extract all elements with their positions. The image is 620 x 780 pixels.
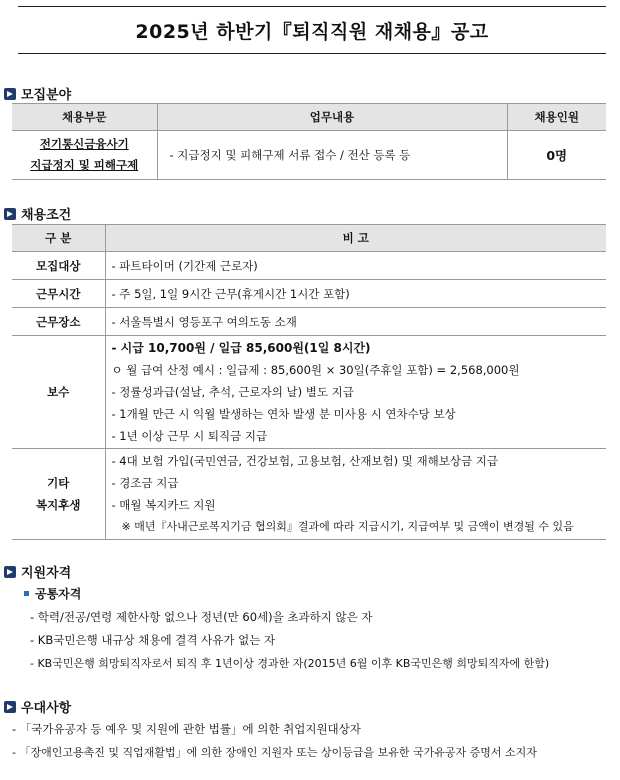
dept-line: 지급정지 및 피해구제 — [30, 158, 139, 172]
table-row-welfare — [12, 449, 606, 540]
section-heading: 모집분야 — [21, 88, 72, 103]
dept-cell — [12, 131, 157, 180]
arrow-box-icon — [4, 566, 16, 578]
table-header-row — [12, 104, 606, 131]
dept-line: 전기통신금융사기 — [39, 137, 129, 151]
table-row — [12, 252, 606, 280]
row-label — [12, 449, 105, 540]
qualification-line: - KB국민은행 희망퇴직자로서 퇴직 후 1년이상 경과한 자(2015년 6월 이후 KB국민은행 희망퇴직자에 한함) — [30, 657, 550, 670]
row-label: 근무시간 — [12, 280, 105, 308]
welfare-label: 복지후생 — [36, 498, 81, 512]
table-row — [12, 280, 606, 308]
table-row-pay — [12, 336, 606, 449]
pay-line: - 시급 10,700원 / 일급 85,600원(1일 8시간) — [111, 341, 371, 355]
table-header-row — [12, 225, 606, 252]
pay-line: - 1년 이상 근무 시 퇴직금 지급 — [111, 429, 268, 443]
section-recruit-field — [4, 84, 71, 103]
row-label: 근무장소 — [12, 308, 105, 336]
welfare-line: - 경조금 지급 — [111, 476, 179, 490]
row-label: 보수 — [12, 336, 105, 449]
pay-line: ㅇ 월 급여 산정 예시 : 일급제 : 85,600원 × 30일(주휴일 포함) = 2,568,000원 — [111, 363, 520, 377]
welfare-line: - 4대 보험 가입(국민연금, 건강보험, 고용보험, 산재보험) 및 재해보상금 지급 — [111, 454, 498, 468]
duty-cell: - 지급정지 및 피해구제 서류 접수 / 전산 등록 등 — [157, 131, 507, 180]
row-label: 모집대상 — [12, 252, 105, 280]
pay-line: - 1개월 만근 시 익월 발생하는 연차 발생 분 미사용 시 연차수당 보상 — [111, 407, 456, 421]
conditions-table — [12, 224, 606, 540]
sub-heading-common — [24, 585, 81, 602]
table-row — [12, 131, 606, 180]
page-title: 2025년 하반기『퇴직직원 재채용』공고 — [18, 6, 606, 54]
qualification-line: - 학력/전공/연령 제한사항 없으나 정년(만 60세)을 초과하지 않은 자 — [30, 610, 373, 624]
column-header: 채용부문 — [12, 104, 157, 131]
table-row — [12, 308, 606, 336]
column-header: 업무내용 — [157, 104, 507, 131]
qualification-line: - KB국민은행 내규상 채용에 결격 사유가 없는 자 — [30, 633, 276, 647]
row-value: - 서울특별시 영등포구 여의도동 소재 — [105, 308, 606, 336]
count-cell: 0명 — [507, 131, 606, 180]
section-conditions — [4, 204, 71, 223]
column-header: 채용인원 — [507, 104, 606, 131]
section-heading: 채용조건 — [21, 208, 72, 223]
pay-cell — [105, 336, 606, 449]
arrow-box-icon — [4, 208, 16, 220]
preference-line: - 「국가유공자 등 예우 및 지원에 관한 법률」에 의한 취업지원대상자 — [12, 722, 361, 736]
row-value: - 주 5일, 1일 9시간 근무(휴게시간 1시간 포함) — [105, 280, 606, 308]
arrow-box-icon — [4, 701, 16, 713]
welfare-line: - 매월 복지카드 지원 — [111, 498, 216, 512]
welfare-cell — [105, 449, 606, 540]
preference-line: - 「장애인고용촉진 및 직업재활법」에 의한 장애인 지원자 또는 상이등급을 보유한 국가유공자 증명서 소지자 — [12, 746, 537, 759]
welfare-label: 기타 — [47, 476, 70, 490]
section-heading: 지원자격 — [21, 566, 72, 581]
section-preference — [4, 697, 71, 716]
section-heading: 우대사항 — [21, 701, 72, 716]
pay-line: - 정률성과급(설날, 추석, 근로자의 날) 별도 지급 — [111, 385, 354, 399]
arrow-box-icon — [4, 88, 16, 100]
column-header: 구 분 — [12, 225, 105, 252]
column-header: 비 고 — [105, 225, 606, 252]
section-qualification — [4, 562, 71, 581]
row-value: - 파트타이머 (기간제 근로자) — [105, 252, 606, 280]
square-bullet-icon — [24, 591, 29, 596]
recruit-field-table — [12, 103, 606, 180]
sub-heading-label: 공통자격 — [35, 587, 82, 601]
welfare-note: ※ 매년『사내근로복지기금 협의회』결과에 따라 지급시기, 지급여부 및 금액이 변경될 수 있음 — [121, 520, 574, 533]
